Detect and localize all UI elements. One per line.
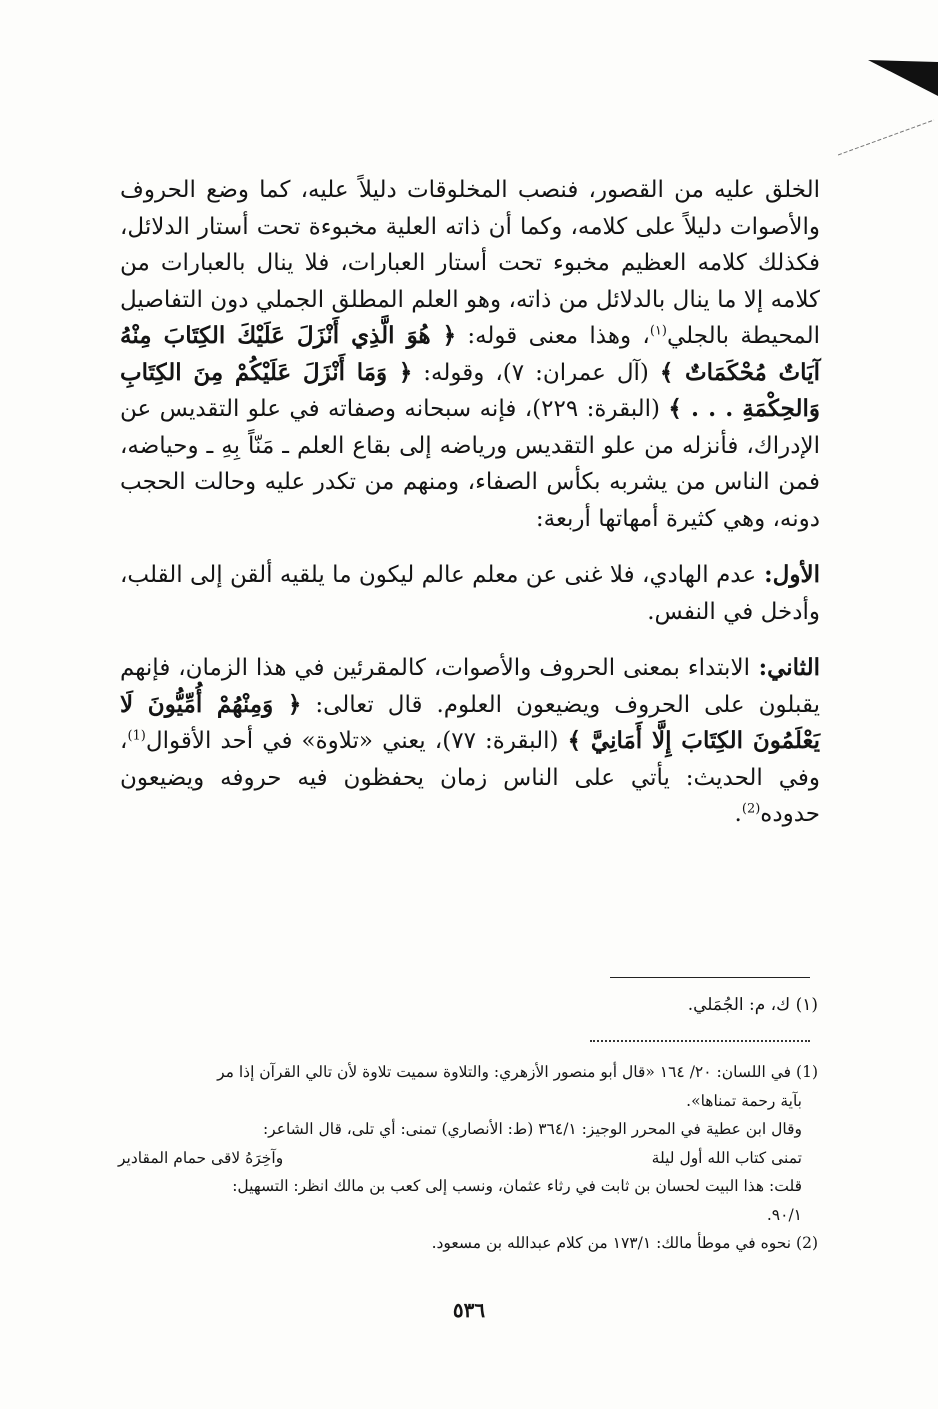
note-1-reference: ٩٠/١. [766, 1205, 802, 1224]
text-run: ، وفي الحديث: يأتي على الناس زمان يحفظون فيه حروفه ويضيعون حدوده [120, 728, 820, 827]
footnote-marker: (1) [127, 728, 146, 744]
editor-notes [118, 1058, 818, 1258]
paragraph [120, 650, 820, 833]
text-run: الخلق عليه من القصور، فنصب المخلوقات دليلاً عليه، كما وضع الحروف والأصوات دليلاً على كلامه، وكما أن ذاته العلية مخبوءة تحت أستار الدلائل، فكذلك كلامه العظيم مخبوء تحت أستار العبارات، فلا ينال بالعبارات من كلامه إلا ما ينال بالدلائل من ذاته، وهو العلم المطلق الجملي دون التفاصيل المحيطة بالجلي [120, 177, 821, 349]
dotted-separator [590, 1040, 810, 1042]
quran-verse: ﴿ هُوَ الَّذِي أَنْزَلَ عَلَيْكَ الكِتَابَ مِنْهُ آيَاتٌ مُحْكَمَاتٌ ﴾ [120, 322, 820, 386]
manuscript-note: (١) ك، م: الجُمَلي. [687, 995, 818, 1015]
footnote-separator [610, 977, 810, 978]
page-number: ٥٣٦ [452, 1298, 486, 1322]
poem-hemistich-1: تمنى كتاب الله أول ليلة [651, 1148, 802, 1167]
note-2: (2) نحوه في موطأ مالك: ١٧٣/١ من كلام عبدالله بن مسعود. [431, 1234, 818, 1252]
paragraph [120, 172, 820, 537]
quran-verse: ﴿ وَمَا أَنْزَلَ عَلَيْكُمْ مِنَ الكِتَابِ وَالحِكْمَةِ . . . ﴾ [120, 358, 820, 422]
note-1: (1) في اللسان: ٢٠/ ١٦٤ «قال أبو منصور الأزهري: والتلاوة سميت تلاوة لأن تالي القرآن إذا مر [217, 1063, 818, 1081]
text-run: عدم الهادي، فلا غنى عن معلم عالم ليكون ما يلقيه ألقن إلى القلب، وأدخل في النفس. [120, 562, 820, 625]
footnote-marker: (١) [649, 323, 667, 339]
paragraph-label: الثاني: [749, 654, 820, 681]
paragraph-label: الأول: [756, 561, 820, 588]
text-run: (آل عمران: ٧)، وقوله: [412, 359, 660, 386]
poem-verse [118, 1144, 818, 1173]
poem-hemistich-2: وآخِرَهُ لاقى حمام المقادير [118, 1148, 284, 1167]
page-body [120, 172, 820, 833]
footnote-marker: (2) [741, 801, 761, 817]
text-run: الابتداء بمعنى الحروف والأصوات، كالمقرئين في هذا الزمان، فإنهم يقبلون على الحروف ويضيعون العلوم. قال تعالى: [120, 655, 820, 718]
quran-verse: ﴿ وَمِنْهُمْ أُمِّيُّونَ لَا يَعْلَمُونَ الكِتَابَ إِلَّا أَمَانِيَّ ﴾ [120, 690, 821, 754]
text-run: . [734, 801, 742, 827]
text-run: (البقرة: ٧٧)، يعني «تلاوة» في أحد الأقوال [145, 728, 568, 754]
paragraph [120, 557, 820, 630]
corner-arrow-mark [838, 50, 938, 160]
note-1-continuation: بآية رحمة تمناها». [686, 1091, 802, 1110]
text-run: ، وهذا معنى قوله: [456, 323, 650, 349]
note-1-citation: وقال ابن عطية في المحرر الوجيز: ٣٦٤/١ (ط: الأنصاري) تمنى: أي تلى، قال الشاعر: [262, 1120, 802, 1138]
text-run: (البقرة: ٢٢٩)، فإنه سبحانه وصفاته في علو التقديس عن الإدراك، فأنزله من علو التقديس ورياضه إلى بقاع العلم ـ مَنّاً بِهِ ـ وحياضه، فمن الناس من يشربه بكأس الصفاء، ومنهم من تكدر عليه وحالت الحجب دونه، وهي كثيرة أمهاتها أربعة: [120, 396, 820, 532]
note-1-comment: قلت: هذا البيت لحسان بن ثابت في رثاء عثمان، ونسب إلى كعب بن مالك انظر: التسهيل: [232, 1177, 802, 1195]
